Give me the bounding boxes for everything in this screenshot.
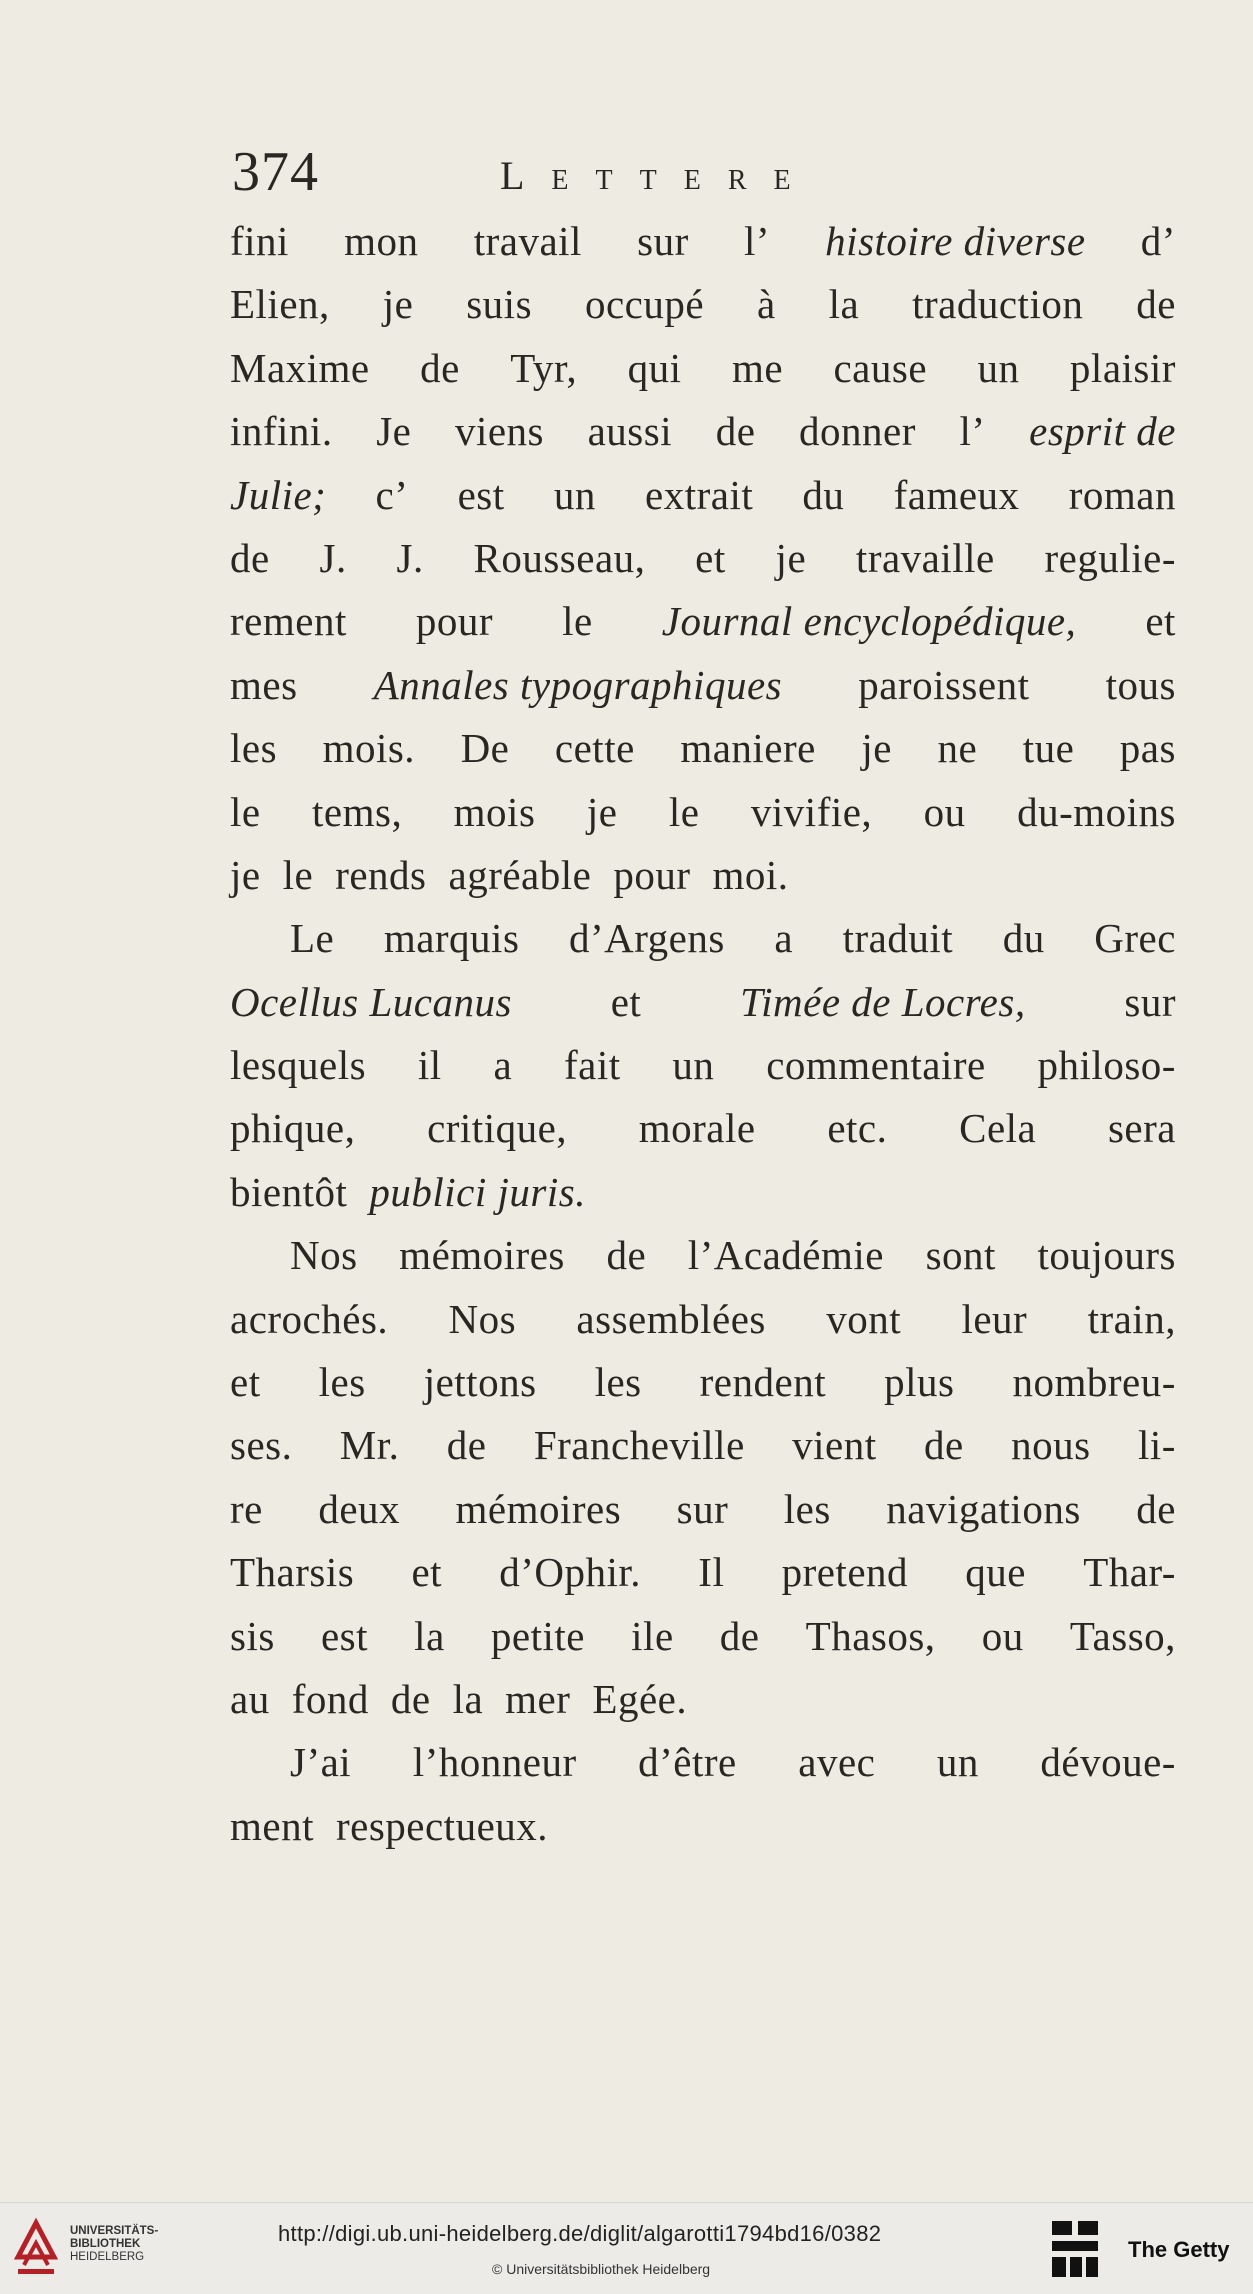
word: viens — [454, 408, 544, 455]
word: regulie- — [1044, 534, 1176, 581]
text-line — [230, 1478, 1176, 1541]
word: traduction — [912, 281, 1084, 328]
text-line — [230, 400, 1176, 463]
word: du — [802, 471, 845, 518]
word: Annales typographiques — [373, 661, 783, 708]
word: bientôt — [230, 1168, 348, 1215]
text-line — [230, 527, 1176, 590]
word: le — [282, 851, 314, 898]
word: ou — [923, 788, 966, 835]
word: petite — [490, 1612, 585, 1659]
word: avec — [798, 1739, 876, 1786]
permalink-url[interactable]: http://digi.ub.uni-heidelberg.de/diglit/algarotti1794bd16/0382 — [278, 2221, 882, 2246]
word: tue — [1022, 725, 1075, 772]
word: qui — [627, 344, 682, 391]
word: sur — [637, 218, 689, 264]
word: Mr. — [339, 1422, 400, 1469]
word: d’ — [1140, 218, 1176, 264]
word: pour — [415, 598, 494, 645]
word: Timée de Locres, — [740, 978, 1026, 1025]
word: le — [562, 598, 593, 645]
word: rends — [335, 851, 427, 898]
word: travail — [473, 218, 582, 264]
word: fameux — [893, 471, 1020, 518]
word: navigations — [886, 1485, 1081, 1532]
page-header — [232, 140, 932, 210]
word: aussi — [587, 408, 673, 455]
word: cette — [554, 725, 635, 772]
word: les — [230, 725, 278, 772]
word: Tyr, — [510, 344, 578, 391]
word: J. — [396, 534, 424, 581]
word: philoso- — [1037, 1042, 1176, 1089]
word: marquis — [383, 915, 520, 962]
word: Tasso, — [1069, 1612, 1176, 1659]
word: de — [1136, 1485, 1176, 1532]
text-line — [230, 654, 1176, 717]
word: Journal encyclopédique, — [661, 598, 1077, 645]
text-line — [230, 1161, 1176, 1224]
word: ne — [937, 725, 978, 772]
text-line — [230, 717, 1176, 780]
word: histoire diverse — [825, 218, 1086, 264]
word: pour — [613, 851, 691, 898]
text-line — [230, 464, 1176, 527]
word: commentaire — [766, 1042, 986, 1089]
word: acrochés. — [230, 1295, 389, 1342]
word: critique, — [427, 1105, 568, 1152]
word: Rousseau, — [473, 534, 646, 581]
word: J’ai — [290, 1739, 352, 1786]
word: leur — [961, 1295, 1028, 1342]
text-line — [230, 1034, 1176, 1097]
word: Egée. — [592, 1675, 688, 1722]
word: phique, — [230, 1105, 356, 1152]
word: fait — [563, 1042, 621, 1089]
word: du — [1002, 915, 1045, 962]
word: sur — [1124, 978, 1176, 1025]
word: il — [417, 1042, 442, 1089]
text-line — [230, 1224, 1176, 1287]
word: sis — [230, 1612, 275, 1659]
word: mois. — [322, 725, 416, 772]
word: d’être — [638, 1739, 737, 1786]
body-text — [230, 210, 1176, 1858]
word: mer — [505, 1675, 571, 1722]
word: suis — [466, 281, 533, 328]
word: le — [668, 788, 700, 835]
page-number: 374 — [232, 141, 319, 203]
text-line — [230, 907, 1176, 970]
word: les — [783, 1485, 831, 1532]
word: Thasos, — [805, 1612, 936, 1659]
text-line — [230, 1351, 1176, 1414]
word: de — [719, 1612, 760, 1659]
word: paroissent — [858, 661, 1030, 708]
word: de — [420, 344, 460, 391]
word: sont — [925, 1232, 996, 1279]
word: rendent — [699, 1359, 827, 1406]
word: fond — [291, 1675, 369, 1722]
word: je — [586, 788, 618, 835]
text-line — [230, 590, 1176, 653]
word: mémoires — [399, 1232, 565, 1279]
word: Le — [290, 915, 335, 962]
word: Nos — [290, 1232, 358, 1279]
word: je — [775, 534, 807, 581]
word: de — [230, 534, 270, 581]
word: toujours — [1037, 1232, 1176, 1279]
word: à — [756, 281, 776, 328]
word: de — [446, 1422, 487, 1469]
word: ou — [981, 1612, 1024, 1659]
word: rement — [230, 598, 347, 645]
word: tems, — [312, 788, 403, 835]
word: mémoires — [455, 1485, 622, 1532]
word: pas — [1119, 725, 1176, 772]
copyright-notice: © Universitätsbibliothek Heidelberg — [492, 2261, 711, 2277]
word: fini — [230, 218, 289, 264]
word: plaisir — [1069, 344, 1176, 391]
word: l’ — [959, 408, 986, 455]
word: et — [695, 534, 726, 581]
word: J. — [319, 534, 347, 581]
word: vient — [792, 1422, 877, 1469]
word: respectueux. — [335, 1802, 549, 1849]
word: jettons — [423, 1359, 537, 1406]
text-line — [230, 273, 1176, 336]
text-line — [230, 1731, 1176, 1794]
word: deux — [318, 1485, 401, 1532]
word: Nos — [448, 1295, 517, 1342]
word: Thar- — [1083, 1549, 1176, 1596]
word: je — [382, 281, 414, 328]
word: Elien, — [230, 281, 330, 328]
word: vivifie, — [750, 788, 873, 835]
word: pretend — [781, 1549, 909, 1596]
word: du-moins — [1017, 788, 1176, 835]
word: extrait — [645, 471, 754, 518]
word: esprit de — [1029, 408, 1176, 455]
word: un — [672, 1042, 715, 1089]
text-line — [230, 781, 1176, 844]
word: nombreu- — [1012, 1359, 1176, 1406]
text-line — [230, 210, 1176, 273]
word: un — [936, 1739, 979, 1786]
word: Cela — [959, 1105, 1037, 1152]
word: mes — [230, 661, 298, 708]
word: De — [460, 725, 510, 772]
word: la — [452, 1675, 484, 1722]
text-line — [230, 1795, 1176, 1858]
word: et — [230, 1359, 261, 1406]
word: de — [715, 408, 756, 455]
word: la — [828, 281, 860, 328]
word: maniere — [680, 725, 816, 772]
word: moi. — [712, 851, 789, 898]
word: me — [731, 344, 784, 391]
word: et — [1145, 598, 1176, 645]
text-line — [230, 1288, 1176, 1351]
word: traduit — [842, 915, 954, 962]
word: vont — [826, 1295, 902, 1342]
word: l’honneur — [412, 1739, 577, 1786]
word: est — [320, 1612, 369, 1659]
word: cause — [833, 344, 928, 391]
text-line — [230, 1541, 1176, 1604]
word: Francheville — [533, 1422, 745, 1469]
text-line — [230, 844, 1176, 907]
word: sera — [1107, 1105, 1176, 1152]
word: dévoue- — [1040, 1739, 1176, 1786]
text-line — [230, 1414, 1176, 1477]
text-line — [230, 1097, 1176, 1160]
word: un — [977, 344, 1020, 391]
word: lesquels — [230, 1042, 367, 1089]
word: l’ — [743, 218, 770, 264]
word: Il — [698, 1549, 725, 1596]
word: etc. — [827, 1105, 888, 1152]
word: occupé — [584, 281, 705, 328]
word: mois — [453, 788, 536, 835]
word: de — [606, 1232, 647, 1279]
word: que — [965, 1549, 1026, 1596]
word: li- — [1137, 1422, 1176, 1469]
text-line — [230, 1605, 1176, 1668]
word: et — [411, 1549, 443, 1596]
word: a — [774, 915, 794, 962]
word: l’Académie — [687, 1232, 884, 1279]
word: de — [924, 1422, 964, 1469]
word: Maxime — [230, 344, 370, 391]
word: de — [1136, 281, 1176, 328]
word: le — [230, 788, 261, 835]
word: publici juris. — [369, 1168, 586, 1215]
word: ile — [631, 1612, 674, 1659]
word: agréable — [448, 851, 592, 898]
word: et — [610, 978, 642, 1025]
text-line — [230, 337, 1176, 400]
library-name: UNIVERSITÄTS- BIBLIOTHEK HEIDELBERG — [70, 2225, 159, 2263]
word: train, — [1087, 1295, 1176, 1342]
word: a — [493, 1042, 513, 1089]
word: Ocellus Lucanus — [230, 978, 512, 1025]
footer-bar — [0, 2202, 1253, 2294]
word: sur — [676, 1485, 729, 1532]
word: je — [230, 851, 261, 898]
word: assemblées — [576, 1295, 766, 1342]
word: nous — [1011, 1422, 1091, 1469]
word: les — [318, 1359, 366, 1406]
word: morale — [638, 1105, 756, 1152]
word: un — [553, 471, 596, 518]
word: Tharsis — [230, 1549, 355, 1596]
word: tous — [1105, 661, 1176, 708]
word: Je — [376, 408, 412, 455]
word: donner — [799, 408, 916, 455]
word: mon — [344, 218, 419, 264]
text-line — [230, 1668, 1176, 1731]
word: ses. — [230, 1422, 293, 1469]
getty-logo-icon — [1050, 2217, 1102, 2281]
word: ment — [230, 1802, 314, 1849]
word: est — [457, 471, 505, 518]
word: au — [230, 1675, 270, 1722]
word: d’Argens — [568, 915, 725, 962]
running-title: Lettere — [500, 153, 818, 198]
word: travaille — [855, 534, 995, 581]
word: re — [230, 1485, 263, 1532]
word: plus — [884, 1359, 955, 1406]
university-library-logo-icon — [14, 2217, 60, 2279]
word: Grec — [1094, 915, 1176, 962]
word: Julie; — [230, 471, 327, 518]
word: d’Ophir. — [499, 1549, 642, 1596]
getty-name: The Getty — [1128, 2237, 1230, 2262]
word: je — [861, 725, 892, 772]
word: infini. — [230, 408, 333, 455]
text-line — [230, 971, 1176, 1034]
word: roman — [1068, 471, 1176, 518]
word: de — [390, 1675, 431, 1722]
word: c’ — [375, 471, 409, 518]
word: la — [414, 1612, 445, 1659]
word: les — [594, 1359, 642, 1406]
